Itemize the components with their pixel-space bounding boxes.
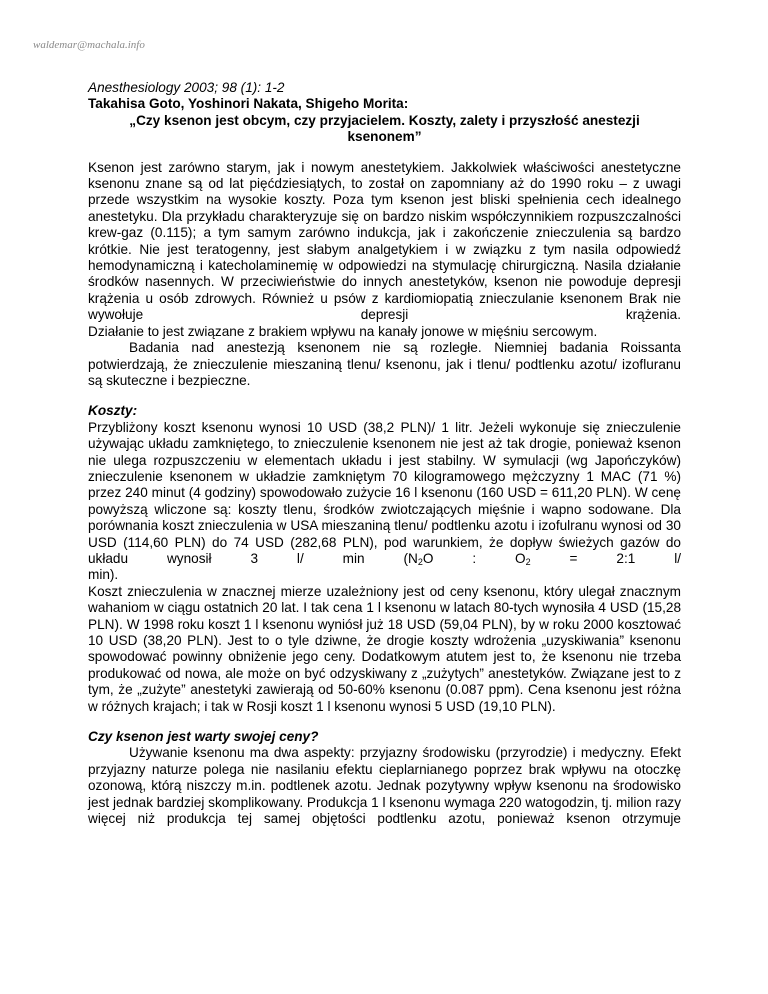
costs-paragraph-1-mid: O : O xyxy=(422,550,526,566)
costs-paragraph-1-ratio: = 2:1 l/ xyxy=(530,550,682,566)
costs-paragraph-1-end: min). xyxy=(88,567,119,583)
authors: Takahisa Goto, Yoshinori Nakata, Shigeho Morita: xyxy=(88,96,409,112)
intro-paragraph-1-end: Działanie to jest związane z brakiem wpływu na kanały jonowe w mięśniu sercowym. xyxy=(88,323,598,339)
article-title-line-2: ksenonem” xyxy=(347,129,422,145)
costs-paragraph-1-text: Przybliżony koszt ksenonu wynosi 10 USD (38,2 PLN)/ 1 litr. Jeżeli wykonuje się znieczulenie używając układu zamkniętego, to znieczulenie ksenonem nie jest aż tak drogie, ponieważ ksenon nie ulega rozpuszczeniu w elementach układu i jest stabilny. W symulacji (wg Japończyków) znieczulenie ksenonem w układzie zamkniętym 70 kilogramowego mężczyzny 1 MAC (71 %) przez 240 minut (4 godziny) spowodowało zużycie 16 l ksenonu (160 USD = 611,20 PLN). W cenę powyższą wliczone są: koszty tlenu, środków zwiotczających mięśnie i wapno sodowane. Dla porównania koszt znieczulenia w USA mieszaniną tlenu/ podtlenku azotu i izofulranu wynosi od 30 USD (114,60 PLN) do 74 USD (282,68 PLN), pod warunkiem, że dopływ świeżych gazów do układu wynosił 3 l/ min (N xyxy=(88,419,681,566)
costs-paragraph-2: Koszt znieczulenia w znacznej mierze uzależniony jest od ceny ksenonu, który ulegał znacznym wahaniom w ciągu ostatnich 20 lat. I tak cena 1 l ksenonu w latach 80-tych wynosiła 4 USD (15,28 PLN). W 1998 roku koszt 1 l ksenonu wyniósł już 18 USD (59,04 PLN), by w roku 2000 kosztować 10 USD (38,20 PLN). Jest to o tyle dziwne, że drogie koszty wdrożenia „uzyskiwania” ksenonu spowodować powinny obniżenie jego ceny. Dodatkowym atutem jest to, że ksenonu nie trzeba produkować od nowa, ale może on być odzyskiwany z „zużytych” anestetyków. Związane jest to z tym, że „zużyte” anestetyki zawierają od 50-60% ksenonu (0.087 ppm). Cena ksenonu jest różna w różnych krajach; i tak w Rosji koszt 1 l ksenonu wynosi 5 USD (19,10 PLN). xyxy=(88,583,681,714)
intro-paragraph-1: Ksenon jest zarówno starym, jak i nowym anestetykiem. Jakkolwiek właściwości anestetyczne ksenonu znane są od lat pięćdziesiątych, to został on zapomniany aż do 1990 roku – z uwagi przede wszystkim na wysokie koszty. Poza tym ksenon jest bliski spełnienia cech idealnego anestetyku. Dla przykładu charakteryzuje się on bardzo niskim współczynnikiem rozpuszczalności krew-gaz (0.115); a tym samym zarówno indukcja, jak i zakończenie znieczulenia są bardzo krótkie. Nie jest teratogenny, jest słabym analgetykiem i w związku z tym nasila odpowiedź hemodynamiczną i katecholaminemię w odpowiedzi na stymulację chirurgiczną. Nasila działanie środków nasennych. W przeciwieństwie do innych anestetyków, ksenon nie powoduje depresji krążenia u osób zdrowych. Również u psów z kardiomiopatią znieczulanie ksenonem Brak nie wywołuje depresji krążenia. xyxy=(88,159,681,323)
o2-subscript: 2 xyxy=(525,556,531,567)
n2o-subscript: 2 xyxy=(417,556,423,567)
article-title-line-1: „Czy ksenon jest obcym, czy przyjacielem. Koszty, zalety i przyszłość anestezji xyxy=(129,112,640,128)
worth-paragraph-1: Używanie ksenonu ma dwa aspekty: przyjazny środowisku (przyrodzie) i medyczny. Efekt przyjazny naturze polega nie nasilaniu efektu cieplarnianego poprzez brak wpływu na otoczkę ozonową, którą niszczy m.in. podtlenek azotu. Jednak pozytywny wpływ ksenonu na środowisko jest jednak bardziej skomplikowany. Produkcja 1 l ksenonu wymaga 220 watogodzin, tj. milion razy więcej niż produkcja tej samej objętości podtlenku azotu, ponieważ ksenon otrzymuje xyxy=(88,745,681,827)
article-body xyxy=(88,80,681,827)
section-heading-costs: Koszty: xyxy=(88,403,138,419)
section-heading-worth: Czy ksenon jest warty swojej ceny? xyxy=(88,729,319,745)
citation: Anesthesiology 2003; 98 (1): 1-2 xyxy=(88,80,285,95)
header-email: waldemar@machala.info xyxy=(33,39,145,51)
intro-paragraph-2: Badania nad anestezją ksenonem nie są rozległe. Niemniej badania Roissanta potwierdzają, że znieczulenie mieszaniną tlenu/ ksenonu, jak i tlenu/ podtlenku azotu/ izofluranu są skuteczne i bezpieczne. xyxy=(88,340,681,388)
costs-paragraph-1 xyxy=(88,420,681,568)
